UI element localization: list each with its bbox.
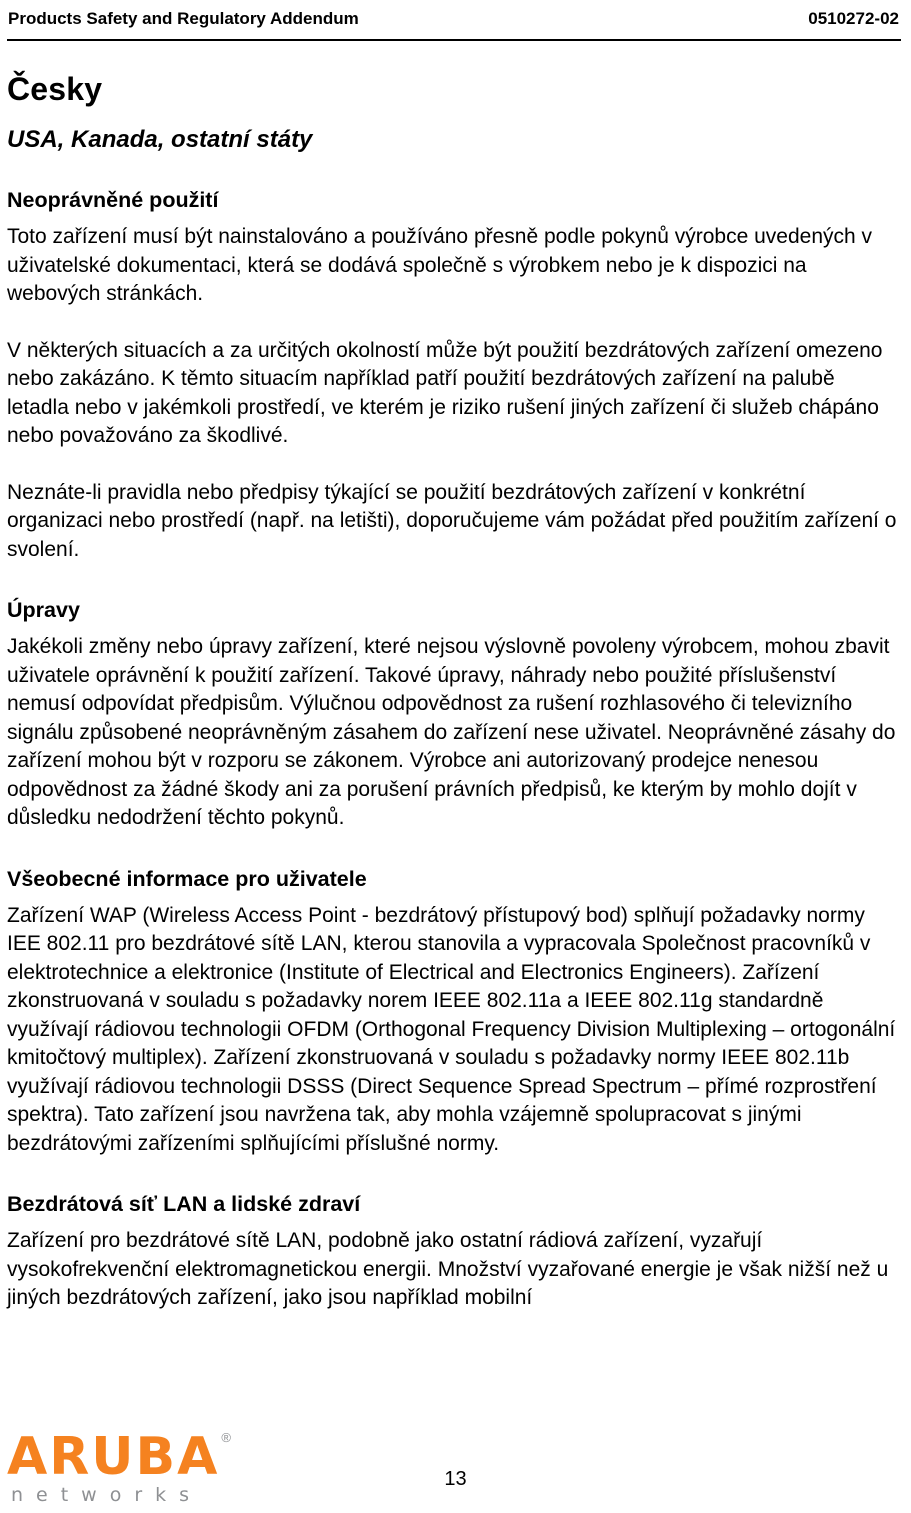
paragraph: Zařízení WAP (Wireless Access Point - bezdrátový přístupový bod) splňují požadavky normy IEE 802.11 pro bezdrátové sítě LAN, kterou stanovila a vypracovala Společnost pracovníků v elektrotechnice a elektronice (Institute of Electrical and Electronics Engineers). Zařízení zkonstruovaná v souladu s požadavky norem IEEE 802.11a a IEEE 802.11g standardně využívají rádiovou technologii OFDM (Orthogonal Frequency Division Multiplexing – ortogonální kmitočtový multiplex). Zařízení zkonstruovaná v souladu s požadavky normy IEEE 802.11b využívají rádiovou technologii DSSS (Direct Sequence Spread Spectrum – přímé rozprostření spektra). Tato zařízení jsou navržena tak, aby mohla vzájemně spolupracovat s jinými bezdrátovými zařízeními splňujícími příslušné normy.: [7, 903, 896, 1155]
section-bezdratova-sit-zdravi: [7, 1192, 901, 1313]
page-header: [7, 6, 901, 41]
section-heading: Bezdrátová síť LAN a lidské zdraví: [7, 1192, 361, 1216]
paragraph: Jakékoli změny nebo úpravy zařízení, které nejsou výslovně povoleny výrobcem, mohou zbavit uživatele oprávnění k použití zařízení. Takové úpravy, náhrady nebo použité příslušenství nemusí odpovídat předpisům. Výlučnou odpovědnost za rušení rozhlasového či televizního signálu způsobené neoprávněným zásahem do zařízení nese uživatel. Neoprávněné zásahy do zařízení mohou být v rozporu se zákonem. Výrobce ani autorizovaný prodejce nenesou odpovědnost za žádné škody ani za porušení právních předpisů, ke kterým by mohlo dojít v důsledku nedodržení těchto pokynů.: [7, 635, 896, 829]
section-heading: Neoprávněné použití: [7, 188, 219, 212]
aruba-networks-text: networks: [11, 1484, 203, 1506]
section-heading: Úpravy: [7, 598, 80, 622]
section-heading: Všeobecné informace pro uživatele: [7, 866, 367, 891]
paragraph: Zařízení pro bezdrátové sítě LAN, podobně jako ostatní rádiová zařízení, vyzařují vysokofrekvenční elektromagnetickou energii. Množství vyzařované energie je však nižší než u jiných bezdrátových zařízení, jako jsou například mobilní: [7, 1229, 889, 1309]
header-doc-number: 0510272-02: [808, 9, 899, 28]
aruba-brand-text: ARUBA: [7, 1427, 220, 1487]
paragraph: Toto zařízení musí být nainstalováno a používáno přesně podle pokynů výrobce uvedených v uživatelské dokumentaci, která se dodává společně s výrobkem nebo je k dispozici na webových stránkách.: [7, 225, 873, 305]
section-neopravnene-pouziti: [7, 188, 901, 564]
paragraph: Neznáte-li pravidla nebo předpisy týkající se použití bezdrátových zařízení v konkrétní organizaci nebo prostředí (např. na letišti), doporučujeme vám požádat před použitím zařízení o svolení.: [7, 480, 897, 561]
paragraph: V některých situacích a za určitých okolností může být použití bezdrátových zařízení omezeno nebo zakázáno. K těmto situacím například patří použití bezdrátových zařízení na palubě letadla nebo v jakémkoli prostředí, ve kterém je riziko rušení jiných zařízení či služeb chápáno nebo považováno za škodlivé.: [7, 338, 883, 447]
page-number: 13: [444, 1468, 467, 1490]
language-title: Česky: [7, 71, 103, 107]
section-vseobecne-informace: [7, 867, 901, 1159]
registered-trademark-mark: ®: [221, 1430, 231, 1445]
header-title: Products Safety and Regulatory Addendum: [8, 9, 359, 28]
section-upravy: [7, 598, 901, 833]
region-title: USA, Kanada, ostatní státy: [7, 126, 313, 153]
